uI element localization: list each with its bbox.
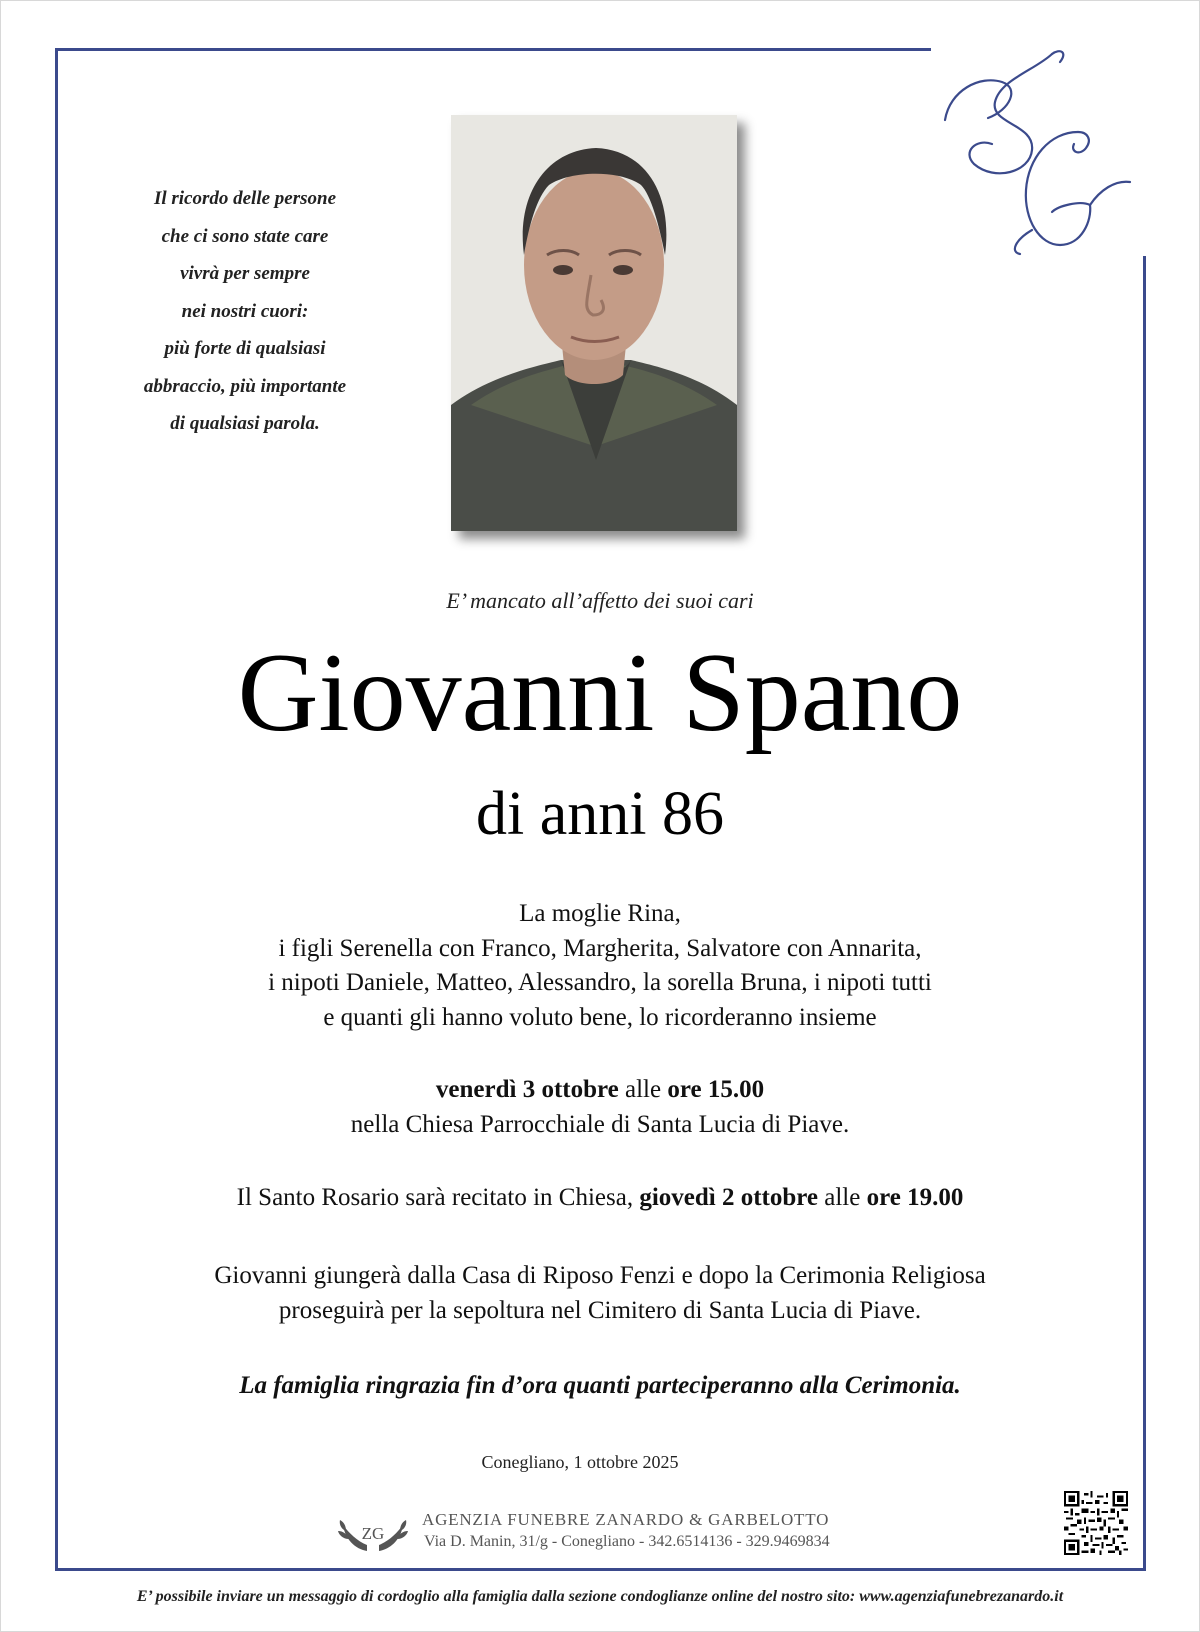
ceremony-place: nella Chiesa Parrocchiale di Santa Lucia di Piave. (350, 1110, 850, 1138)
burial-line: proseguirà per la sepoltura nel Cimitero di Santa Lucia di Piave. (278, 1296, 922, 1324)
frame-top-line (55, 48, 931, 51)
quote-line: nei nostri cuori: (181, 300, 309, 322)
quote-line: di qualsiasi parola. (170, 413, 320, 434)
ceremony-at: alle (625, 1076, 662, 1103)
announcement-intro: E’ mancato all’affetto dei suoi cari (446, 588, 754, 613)
ceremony-day: venerdì 3 ottobre (435, 1076, 619, 1103)
rosary-day: giovedì 2 ottobre (639, 1184, 819, 1211)
quote-line: che ci sono state care (161, 225, 329, 247)
family-line: La moglie Rina, (519, 900, 681, 927)
deceased-age: di anni 86 (476, 780, 724, 848)
family-thanks: La famiglia ringrazia fin d’ora quanti parteciperanno alla Cerimonia. (239, 1372, 961, 1399)
place-and-date: Conegliano, 1 ottobre 2025 (481, 1452, 679, 1472)
deceased-portrait-photo (451, 115, 737, 531)
family-line: e quanti gli hanno voluto bene, lo ricorderanno insieme (323, 1003, 877, 1031)
quote-line: più forte di qualsiasi (164, 338, 326, 359)
rosary-info (0, 1181, 1200, 1215)
agency-name: AGENZIA FUNEBRE ZANARDO & GARBELOTTO (422, 1510, 830, 1529)
burial-info (0, 1259, 1200, 1328)
quote-line: vivrà per sempre (180, 263, 310, 284)
frame-bottom-line (55, 1568, 1146, 1571)
memorial-quote (110, 180, 380, 443)
agency-address: Via D. Manin, 31/g - Conegliano - 342.6514136 - 329.9469834 (424, 1533, 830, 1550)
funeral-ceremony-info (0, 1073, 1200, 1142)
sg-monogram-logo (940, 40, 1140, 260)
deceased-name: Giovanni Spano (237, 631, 963, 755)
agency-logo-text: ZG (361, 1524, 385, 1543)
rosary-at: alle (824, 1184, 861, 1211)
condolence-footer-note: E’ possibile inviare un messaggio di cordoglio alla famiglia dalla sezione condoglianze online del nostro sito: www.agenziafunebrezanardo.it (136, 1588, 1064, 1605)
burial-line: Giovanni giungerà dalla Casa di Riposo Fenzi e dopo la Cerimonia Religiosa (214, 1262, 986, 1289)
family-line: i figli Serenella con Franco, Margherita, Salvatore con Annarita, (278, 934, 922, 962)
rosary-time: ore 19.00 (866, 1184, 964, 1211)
family-mourners (0, 897, 1200, 1035)
rosary-text: Il Santo Rosario sarà recitato in Chiesa, (236, 1184, 634, 1211)
agency-laurel-logo (337, 1509, 409, 1559)
quote-line: abbraccio, più importante (143, 375, 347, 397)
ceremony-time: ore 15.00 (667, 1076, 765, 1103)
qr-code[interactable] (1064, 1491, 1128, 1555)
family-line: i nipoti Daniele, Matteo, Alessandro, la sorella Bruna, i nipoti tutti (268, 969, 932, 996)
quote-line: Il ricordo delle persone (153, 188, 337, 209)
